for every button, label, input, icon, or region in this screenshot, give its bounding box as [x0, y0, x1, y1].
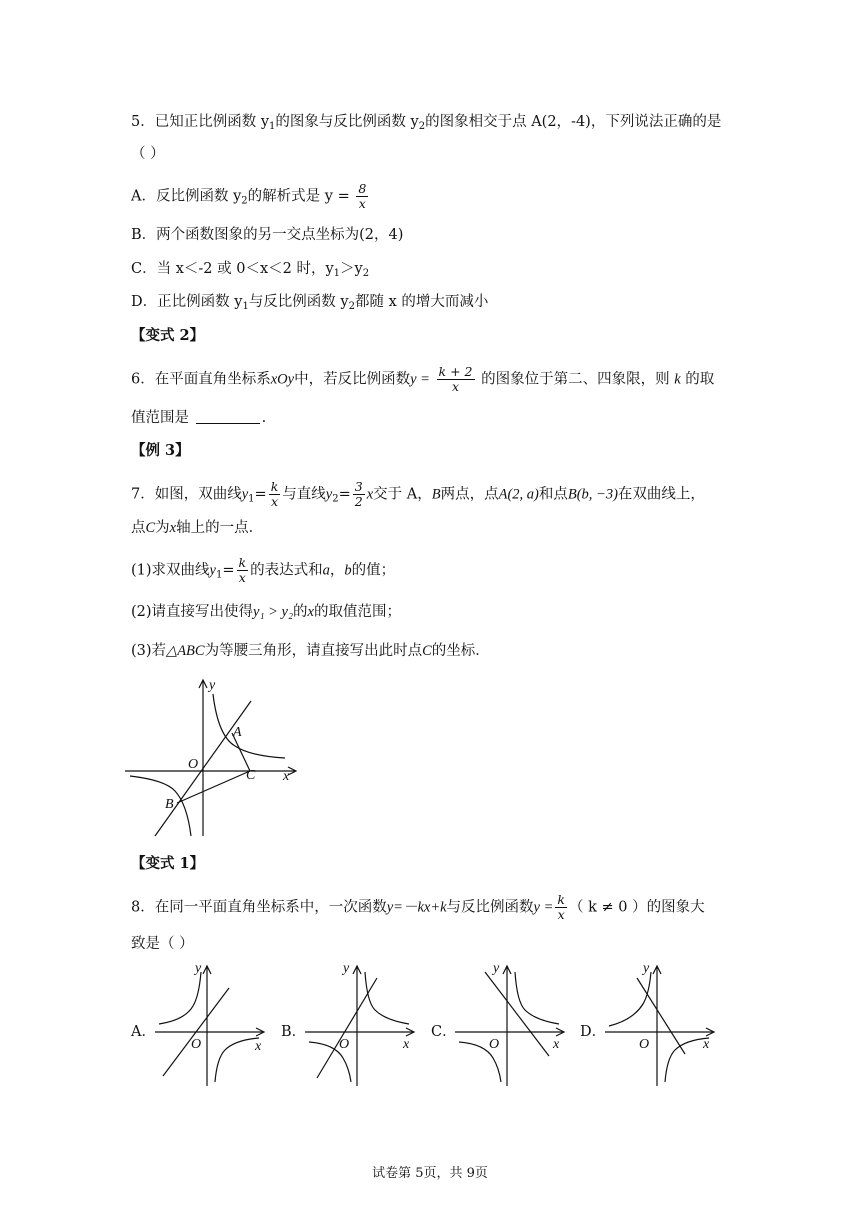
q6-xoy: xOy	[270, 371, 295, 388]
q5-option-c	[131, 259, 369, 284]
q8-frac	[555, 893, 567, 922]
q7-mid: 与直线	[282, 486, 326, 503]
q7-frac2	[353, 480, 365, 509]
q7-fig-b-label: B	[165, 797, 174, 812]
q7-den1: x	[270, 494, 279, 509]
q7-p1-mid: 的表达式和	[250, 562, 323, 579]
q7-p1-eq: =	[222, 562, 235, 579]
q7-line2	[131, 518, 263, 538]
q7-stem	[131, 480, 705, 510]
q8-option-c-label[interactable]: C．	[431, 1024, 457, 1040]
q8-stem	[131, 893, 705, 922]
q7-p3-pre: (3)若	[131, 643, 167, 659]
q7-y1: y	[241, 486, 249, 503]
q7-p2-x: x	[307, 604, 314, 620]
q8-mid: 与反比例函数	[446, 899, 534, 916]
q7-p2-pre: (2)请直接写出使得	[131, 604, 254, 620]
q8-b-o-label: O	[339, 1037, 350, 1052]
q7-sub1: 1	[248, 493, 255, 505]
q7-figure	[125, 676, 310, 841]
q7-part2	[131, 602, 401, 622]
q7-frac1	[269, 480, 281, 509]
q5-stem-text: 5．已知正比例函数 y	[131, 114, 270, 130]
q7-pre: 7．如图，双曲线	[131, 486, 242, 503]
q7-part1	[131, 556, 395, 586]
q8-pre: 8．在同一平面直角坐标系中，一次函数	[131, 899, 387, 916]
q5-optD-sub2: 2	[348, 301, 355, 312]
q7-fig-o-label: O	[188, 757, 199, 772]
q7-p1-den: x	[238, 570, 246, 585]
page-footer: 试卷第 5页，共 9页	[372, 1166, 488, 1181]
q8-d-y-label: y	[643, 961, 650, 976]
q7-p1-sub: 1	[215, 569, 223, 581]
q6-den: x	[451, 379, 460, 394]
q7-mid2: 交于 A，	[373, 486, 432, 503]
q7-p3-c: C	[422, 643, 432, 659]
q8-end: 的图象大	[646, 899, 705, 916]
q7-p1-num: k	[238, 555, 247, 570]
q7-c: C	[145, 520, 156, 536]
q7-fig-a-label: A	[233, 725, 242, 740]
q8-option-b-graph[interactable]	[305, 958, 420, 1088]
q6-pre: 6．在平面直角坐标系	[131, 371, 271, 388]
q6-yeq: y =	[410, 371, 430, 388]
q7-end: 在双曲线上，	[617, 486, 705, 503]
q7-fig-y-label: y	[209, 678, 216, 693]
q5-optA-pre: A．反比例函数 y	[131, 188, 242, 205]
q7-point-a: A(2, a)	[498, 486, 539, 503]
q7-y2: y	[325, 486, 333, 503]
example3-heading: 【例 3】	[131, 442, 190, 459]
q8-c-y-label: y	[493, 961, 500, 976]
q7-num1: k	[270, 479, 279, 494]
q7-p1-comma: ，	[329, 562, 345, 579]
q7-segment-bc	[177, 771, 250, 803]
q5-optA-num: 8	[358, 181, 367, 196]
q7-p2-mid: 的	[293, 604, 308, 620]
q7-and: 和点	[538, 486, 568, 503]
q5-option-a	[131, 182, 370, 212]
q8-a-x-label: x	[255, 1039, 262, 1054]
q6-line2-text: 值范围是	[131, 410, 189, 426]
q8-a-o-label: O	[191, 1037, 202, 1052]
q8-cond: （ k ≠ 0 ）	[568, 899, 647, 916]
q6-end2: 的取	[685, 371, 715, 388]
q8-option-d-graph[interactable]	[605, 958, 720, 1088]
q8-d-x-label: x	[703, 1037, 710, 1052]
q7-hyperbola-q3	[130, 776, 191, 836]
q7-p1-pre: (1)求双曲线	[131, 562, 210, 579]
q7-p3-tri: △ABC	[166, 643, 205, 659]
q8-a-y-label: y	[195, 961, 202, 976]
q7-p1-frac	[237, 556, 249, 585]
q8-yeq: y =	[533, 899, 554, 916]
q7-fig-c-label: C	[246, 768, 256, 783]
q8-option-a-graph[interactable]	[155, 958, 270, 1088]
q5-optC-sub1: 1	[333, 268, 341, 279]
q6-line2-end: .	[261, 410, 267, 426]
q8-option-b-label[interactable]: B．	[281, 1024, 307, 1040]
q7-part3	[131, 641, 490, 661]
q8-c-x-label: x	[553, 1037, 560, 1052]
q5-optA-sub: 2	[241, 195, 248, 207]
q8-b-y-label: y	[343, 961, 350, 976]
q5-optD-end: 都随 x 的增大而减小	[355, 294, 489, 310]
q8-b-x-label: x	[403, 1037, 410, 1052]
q5-optD-pre: D．正比例函数 y	[131, 294, 243, 310]
q5-optA-fraction	[356, 182, 368, 211]
variant1-heading: 【变式 1】	[131, 855, 205, 872]
q8-num: k	[557, 892, 565, 907]
q5-sub2: 2	[418, 121, 426, 132]
q8-option-d-label[interactable]: D．	[580, 1024, 607, 1040]
q6-stem	[131, 365, 714, 394]
q5-optC-sub2: 2	[362, 268, 370, 279]
q7-fig-x-label: x	[283, 769, 290, 784]
q7-num2: 3	[354, 479, 363, 494]
q5-optA-den: x	[358, 196, 366, 211]
q7-p2-ineq: y₁ > y₂	[253, 604, 294, 620]
q6-mid: 中，若反比例函数	[294, 371, 411, 388]
q5-optD-mid: 与反比例函数 y	[248, 294, 349, 310]
q6-fraction	[437, 365, 475, 394]
q8-func: y=－kx+k	[386, 899, 447, 916]
q7-line2-end: 轴上的一点．	[176, 520, 264, 536]
q5-sub1: 1	[269, 121, 276, 132]
q7-line2-pre: 点	[131, 520, 146, 536]
q8-option-a-label[interactable]: A．	[131, 1024, 156, 1040]
q7-p1-b: b	[344, 562, 352, 579]
q7-point-b: B(b, −3)	[567, 486, 618, 503]
q5-stem-mid: 的图象与反比例函数 y	[275, 114, 419, 130]
q5-option-d	[131, 292, 488, 317]
q5-option-b: B．两个函数图象的另一交点坐标为(2，4)	[131, 227, 404, 243]
q5-optC-gt: ＞y	[340, 261, 363, 277]
q7-mid3: 两点，点	[440, 486, 499, 503]
q8-option-c-graph[interactable]	[455, 958, 570, 1088]
q7-b: B	[431, 486, 441, 503]
q5-optD-sub1: 1	[242, 301, 249, 312]
q6-end: 的图象位于第二、四象限，则	[481, 371, 670, 388]
q6-k: k	[674, 371, 681, 388]
q8-c-o-label: O	[489, 1037, 500, 1052]
q7-p1-end: 的值；	[351, 562, 396, 579]
q5-optC-text: C．当 x＜-2 或 0＜x＜2 时，y	[131, 261, 334, 277]
q5-stem-end: 的图象相交于点 A(2，-4)，下列说法正确的是	[425, 114, 722, 130]
q7-line2-mid: 为	[155, 520, 170, 536]
q7-p3-end: 的坐标．	[431, 643, 490, 659]
q6-answer-blank[interactable]	[196, 409, 260, 424]
q5-paren: （ ）	[131, 146, 165, 162]
q5-stem	[131, 112, 721, 137]
q6-num: k + 2	[438, 364, 473, 379]
q8-den: x	[557, 907, 565, 922]
q7-p2-end: 的取值范围；	[313, 604, 401, 620]
q7-eq: =	[254, 486, 267, 503]
q7-eq2: =	[338, 486, 351, 503]
q7-den2: 2	[354, 494, 363, 509]
q5-optA-mid: 的解析式是 y =	[247, 188, 350, 205]
q7-p3-mid: 为等腰三角形，请直接写出此时点	[204, 643, 423, 659]
q6-line2	[131, 408, 266, 428]
variant2-heading: 【变式 2】	[131, 327, 205, 344]
q8-d-o-label: O	[639, 1037, 650, 1052]
q7-p1-y: y	[209, 562, 216, 579]
q7-sub2: 2	[332, 493, 339, 505]
q7-xaxis: x	[169, 520, 177, 536]
q8-line2: 致是（ ）	[131, 936, 194, 952]
q7-p1-a: a	[322, 562, 330, 579]
q7-x: x	[366, 486, 374, 503]
